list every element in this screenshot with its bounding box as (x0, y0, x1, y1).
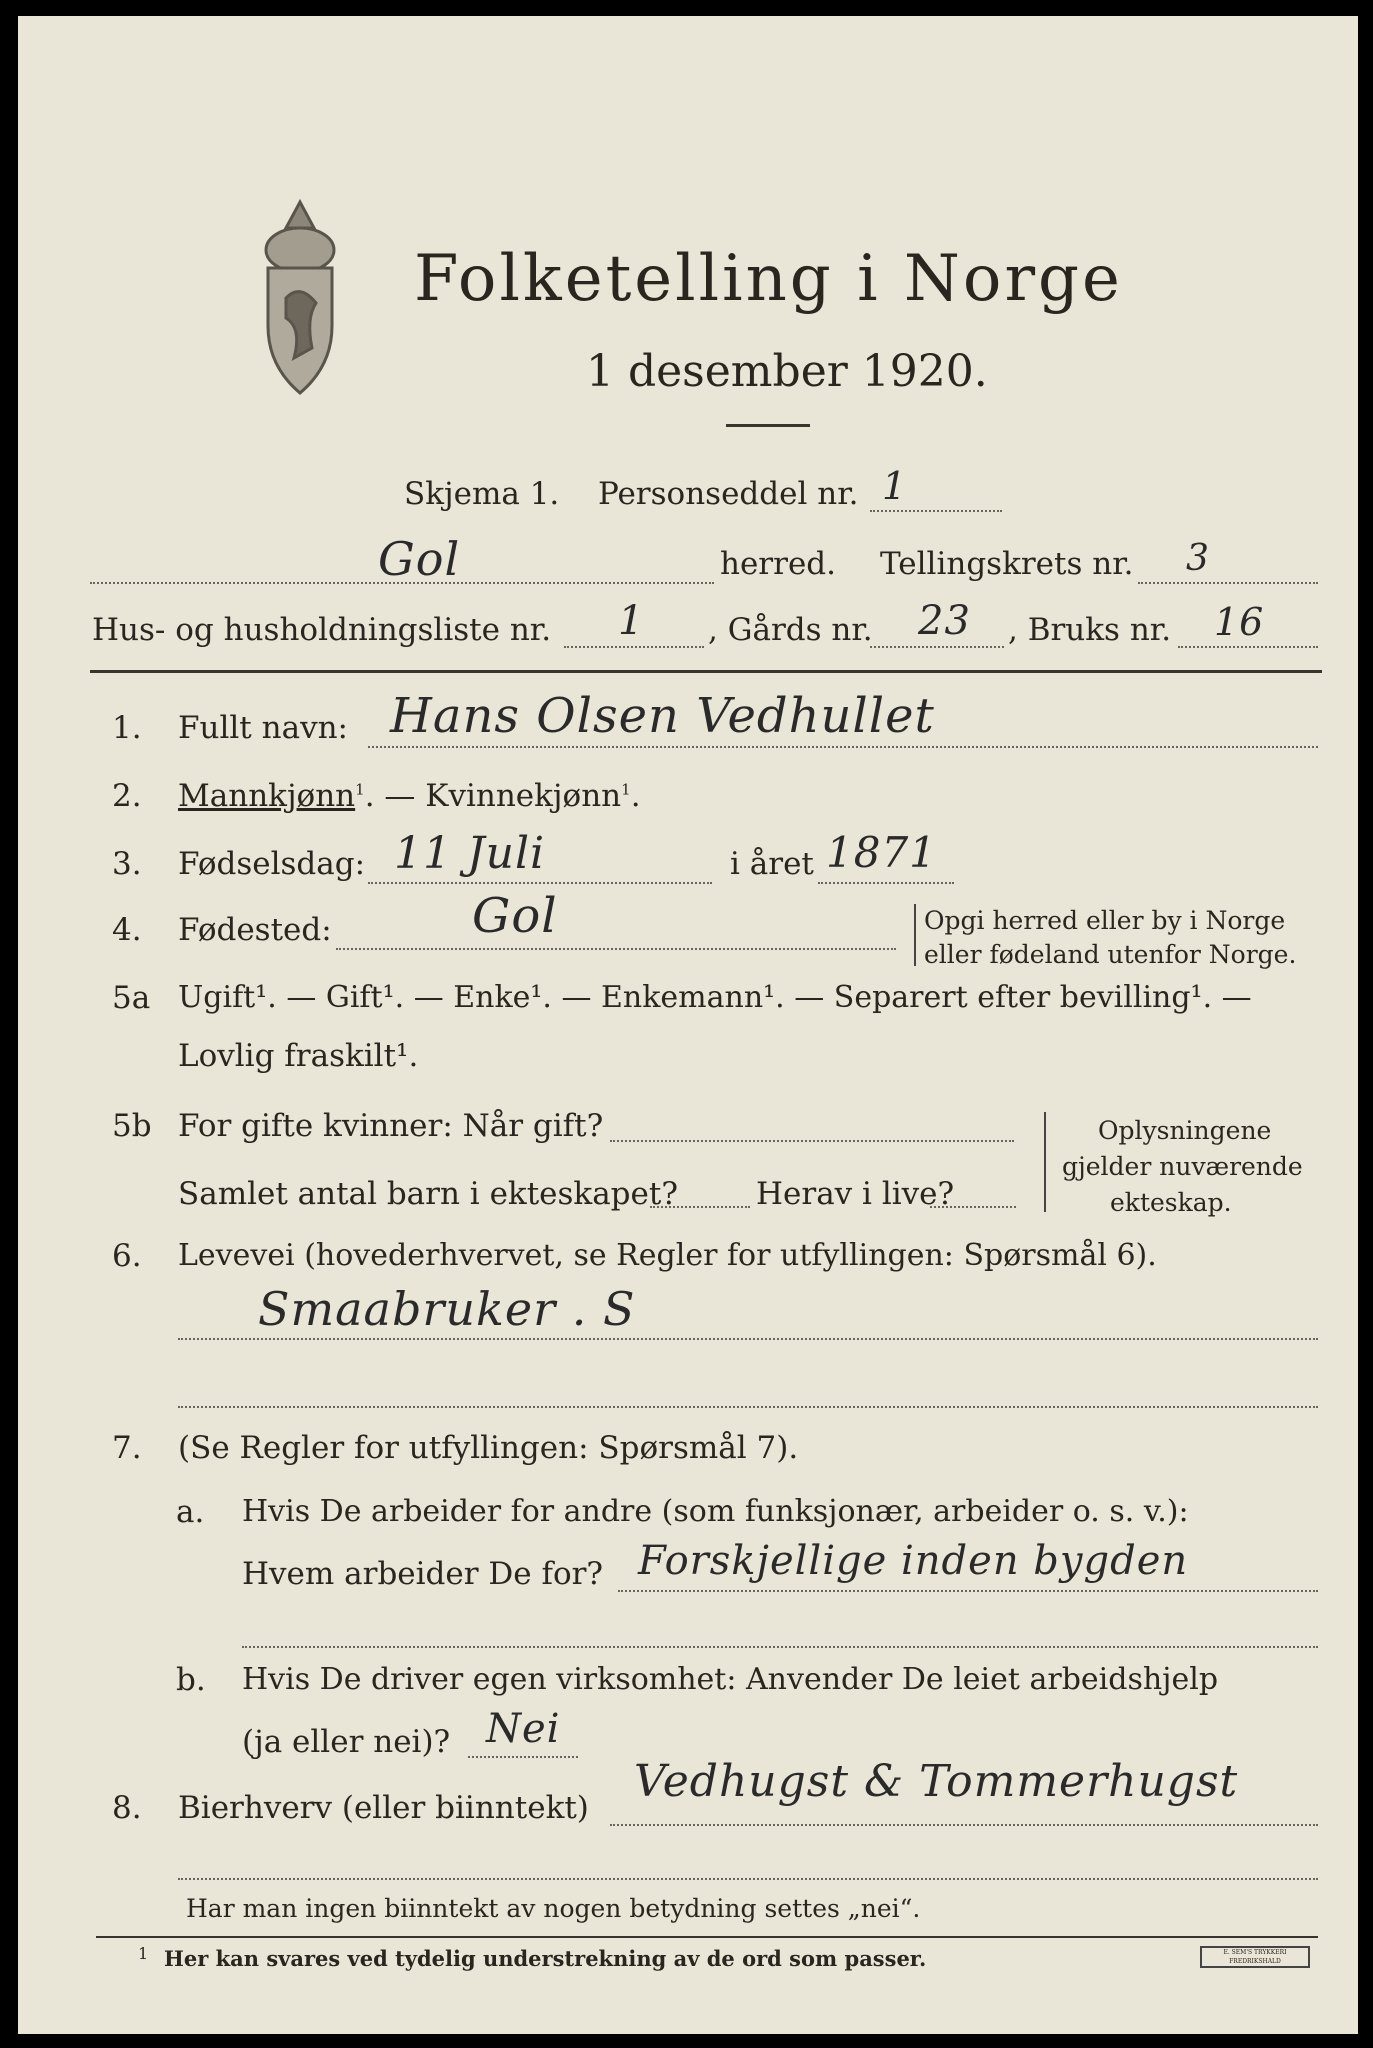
printer-stamp: E. SEM'S TRYKKERI FREDRIKSHALD (1200, 1946, 1310, 1968)
q5b-note-3: ekteskap. (1110, 1188, 1232, 1217)
q6-number: 6. (112, 1238, 142, 1274)
q5b-alive-label: Herav i live? (756, 1176, 955, 1212)
q8-label: Bierhverv (eller biinntekt) (178, 1790, 589, 1826)
bruks-value[interactable]: 16 (1214, 600, 1265, 644)
q7-label: (Se Regler for utfyllingen: Spørsmål 7). (178, 1430, 799, 1466)
footnote-text: Her kan svares ved tydelig understrekning av de ord som passer. (164, 1946, 927, 1971)
q5b-number: 5b (112, 1108, 152, 1144)
personseddel-value[interactable]: 1 (882, 464, 908, 508)
bruks-label: , Bruks nr. (1008, 612, 1172, 648)
form-title: Folketelling i Norge (414, 242, 1123, 316)
birthplace-value[interactable]: Gol (472, 888, 558, 944)
q5a-number: 5a (112, 980, 151, 1016)
year-label: i året (730, 846, 814, 882)
gards-value[interactable]: 23 (918, 598, 971, 644)
hired-help-value[interactable]: Nei (486, 1706, 561, 1752)
footnote-marker: 1 (138, 1944, 149, 1963)
herred-label: herred. (720, 546, 836, 582)
hus-value[interactable]: 1 (618, 598, 645, 644)
q5b-children-label: Samlet antal barn i ekteskapet? (178, 1176, 678, 1212)
q3-number: 3. (112, 846, 142, 882)
q7b-line1: Hvis De driver egen virksomhet: Anvender De leiet arbeidshjelp (242, 1662, 1219, 1697)
tellingskrets-label: Tellingskrets nr. (880, 546, 1134, 582)
personseddel-label: Personseddel nr. (598, 476, 859, 512)
footer-note: Har man ingen biinntekt av nogen betydning settes „nei“. (186, 1894, 921, 1923)
q3-label: Fødselsdag: (178, 846, 366, 882)
q7a-line2: Hvem arbeider De for? (242, 1556, 604, 1592)
q6-label: Levevei (hovederhvervet, se Regler for utfyllingen: Spørsmål 6). (178, 1238, 1157, 1273)
employer-value[interactable]: Forskjellige inden bygden (638, 1538, 1189, 1584)
marital-options-2[interactable]: Lovlig fraskilt¹. (178, 1038, 419, 1074)
herred-value[interactable]: Gol (378, 532, 461, 586)
q7b-line2: (ja eller nei)? (242, 1724, 451, 1760)
q5b-note-2: gjelder nuværende (1062, 1152, 1303, 1181)
census-form (18, 16, 1358, 2034)
footnote-divider (96, 1936, 1318, 1938)
q4-number: 4. (112, 912, 142, 948)
section-divider (90, 670, 1322, 673)
tellingskrets-value[interactable]: 3 (1186, 538, 1210, 579)
female-option[interactable]: Kvinnekjønn (425, 778, 622, 814)
q7a-line1: Hvis De arbeider for andre (som funksjonær, arbeider o. s. v.): (242, 1494, 1189, 1529)
male-option[interactable]: Mannkjønn (178, 778, 356, 814)
gards-label: , Gårds nr. (708, 612, 873, 648)
q5b-line1: For gifte kvinner: Når gift? (178, 1108, 604, 1144)
hus-label: Hus- og husholdningsliste nr. (92, 612, 552, 648)
q1-label: Fullt navn: (178, 710, 348, 746)
q2-number: 2. (112, 778, 142, 814)
marital-options[interactable]: Ugift¹. — Gift¹. — Enke¹. — Enkemann¹. — Separert efter bevilling¹. — (178, 980, 1252, 1015)
birth-date-value[interactable]: 11 Juli (394, 828, 546, 879)
q1-number: 1. (112, 710, 142, 746)
birth-year-value[interactable]: 1871 (826, 828, 937, 877)
form-date: 1 desember 1920. (586, 346, 988, 397)
q5b-note-1: Oplysningene (1098, 1116, 1272, 1145)
q4-note-line2: eller fødeland utenfor Norge. (924, 940, 1297, 969)
q7b-letter: b. (176, 1662, 206, 1698)
q4-note-line1: Opgi herred eller by i Norge (924, 906, 1286, 935)
occupation-value[interactable]: Smaabruker . S (258, 1282, 636, 1336)
skjema-label: Skjema 1. (404, 476, 560, 512)
q1-value[interactable]: Hans Olsen Vedhullet (390, 688, 935, 744)
norway-lion-crest-icon (246, 188, 354, 398)
title-divider (726, 424, 810, 427)
q2-options: Mannkjønn$^1$. — Kvinnekjønn$^1$. (178, 778, 641, 814)
q7-number: 7. (112, 1430, 142, 1466)
q4-label: Fødested: (178, 912, 332, 948)
q7a-letter: a. (176, 1494, 205, 1530)
side-occupation-value[interactable]: Vedhugst & Tommerhugst (634, 1756, 1239, 1807)
q8-number: 8. (112, 1790, 142, 1826)
